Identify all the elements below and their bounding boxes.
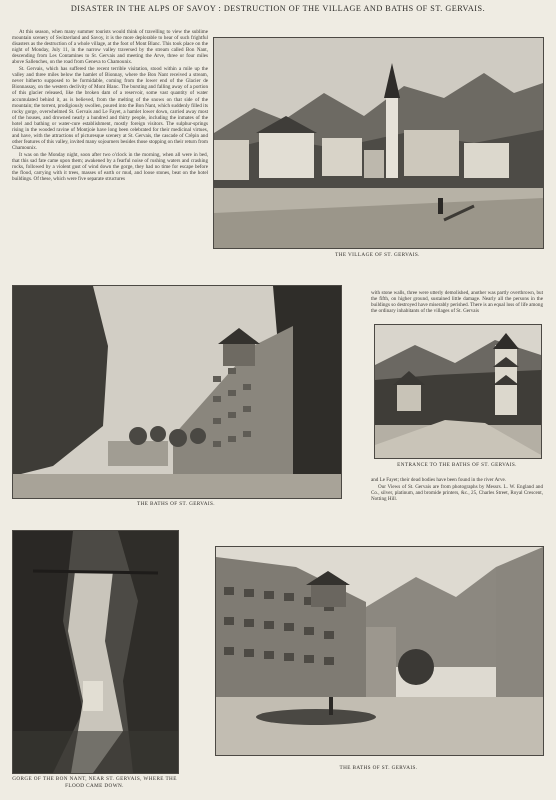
baths-left-caption: THE BATHS OF ST. GERVAIS. <box>137 501 215 507</box>
article-paragraph-2: St. Gervais, which has suffered the recent terrible visitation, stood within a mile up the valley and three miles below the hamlet of Bionnay, where the Bon Nant received a stream, never hitherto supposed to be formidable, coming from the lower end of the Glacier de Bionnassay, on the western declivity of Mont Blanc. The bursting and falling away of a portion of this glacier released, like the broken dam of a reservoir, some vast quantity of water accumulated behind it, as is believed, from the melting of the snows on that side of the mountain; the torrent, prodigiously swollen, poured into the Bon Nant, which suddenly filled its rocky gorge, overwhelmed St. Gervais and Le Fayet, a hamlet lower down, carried away most of the houses, and drowned nearly a hundred and thirty people, including the inmates of the hotel and bathing or water-cure establishment, mostly foreign visitors. The sulphur-springs rising in the wooded ravine of Montjoie have long been celebrated for their medicinal virtues, and have, with the attractions of picturesque scenery at St. Gervais, the cascade of Crêpin and other features of this valley, invited many sojourners besides those stopping on their return from Chamounix. <box>12 66 208 151</box>
village-caption: THE VILLAGE OF ST. GERVAIS. <box>335 252 420 258</box>
article-column-bottom <box>371 477 543 513</box>
gorge-caption: GORGE OF THE BON NANT, NEAR ST. GERVAIS, WHERE THE FLOOD CAME DOWN. <box>12 776 177 789</box>
article-paragraph-1: At this season, when many summer tourists would think of travelling to view the sublime mountain scenery of Switzerland and Savoy, it is the more deplorable to hear of such frightful disasters as the destruction of a whole village, at the foot of Mont Blanc. This took place on the night of Monday, July 11, in the narrow valley traversed by the stream called Bon Nant, descending from Les Contamines to St. Gervais and meeting the Arve, three or four miles above Sallenches, on the road from Geneva to Chamounix. <box>12 29 208 66</box>
article-paragraph-6: Our Views of St. Gervais are from photographs by Messrs. L. W. England and Co., silver, platinum, and bromide printers, &c., 25, Charles Street, Royal Crescent, Notting Hill. <box>371 484 543 503</box>
entrance-illustration <box>374 324 542 459</box>
gorge-illustration <box>12 530 179 774</box>
article-paragraph-5: and Le Fayet; their dead bodies have been found in the river Arve. <box>371 477 507 483</box>
village-illustration <box>213 37 544 249</box>
article-paragraph-4: with stone walls, three were utterly demolished, another was partly overthrown, but the fifth, on higher ground, sustained little damage. Nearly all the persons in the buildings so destroyed have miserably perished. There is an equal loss of life among the ordinary inhabitants of the villages of St. Gervais <box>371 290 543 315</box>
baths-bottom-illustration <box>215 546 544 756</box>
baths-bottom-caption: THE BATHS OF ST. GERVAIS. <box>339 765 418 771</box>
article-paragraph-3: It was on the Monday night, soon after two o'clock in the morning, when all were in bed, that this sad fate came upon them; awakened by a fearful noise of rushing waters and crashing rocks, followed by a violent gust of wind down the gorge, they had no time for escape before the flood, carrying with it trees, masses of earth or mud, and loose stones, beat on the hotel buildings. Of these, which were five separate structures <box>12 151 208 183</box>
article-headline: DISASTER IN THE ALPS OF SAVOY : DESTRUCTION OF THE VILLAGE AND BATHS OF ST. GERVAIS. <box>70 4 486 13</box>
baths-left-illustration <box>12 285 342 499</box>
entrance-caption: ENTRANCE TO THE BATHS OF ST. GERVAIS. <box>397 462 517 468</box>
article-column-top <box>12 29 208 312</box>
